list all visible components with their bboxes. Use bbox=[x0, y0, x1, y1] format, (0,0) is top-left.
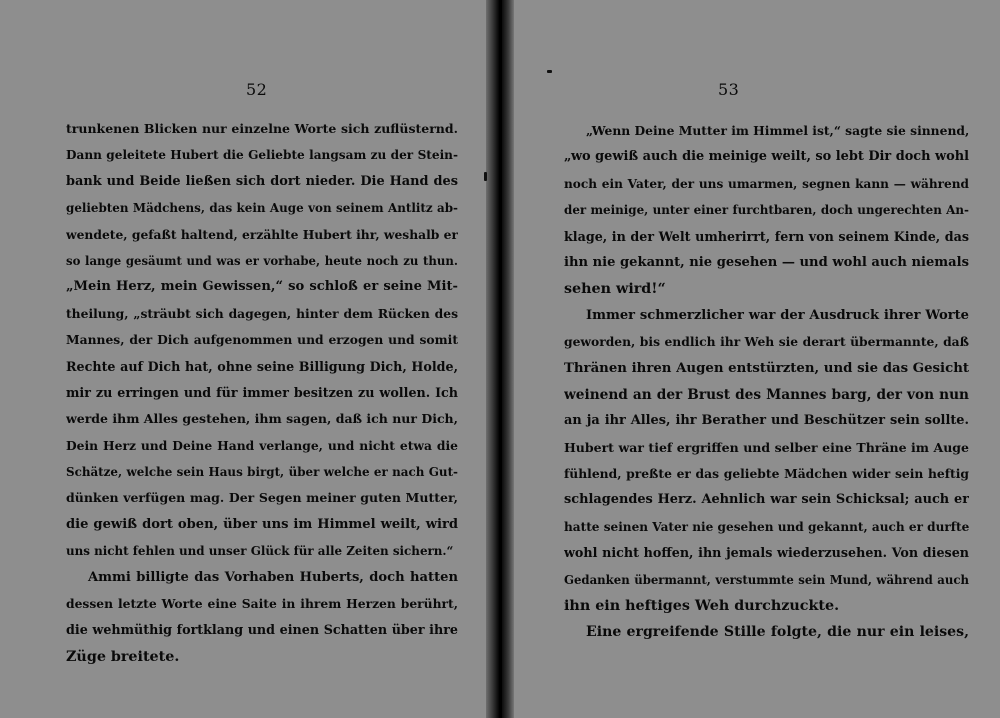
text-line: wendete, gefaßt haltend, erzählte Hubert ihr, weshalb er bbox=[66, 226, 458, 242]
text-line: an ja ihr Alles, ihr Berather und Beschützer sein sollte. bbox=[564, 413, 969, 429]
text-line: klage, in der Welt umherirrt, fern von seinem Kinde, das bbox=[564, 228, 969, 244]
text-line: Thränen ihren Augen entstürzten, und sie das Gesicht bbox=[564, 360, 969, 376]
text-line: Eine ergreifende Stille folgte, die nur ein leises, bbox=[586, 624, 969, 641]
text-line: „Wenn Deine Mutter im Himmel ist,“ sagte sie sinnend, bbox=[586, 123, 969, 138]
right-page-number: 53 bbox=[718, 80, 740, 99]
text-line: hatte seinen Vater nie gesehen und gekannt, auch er durfte bbox=[564, 519, 969, 534]
text-line: ihn nie gekannt, nie gesehen — und wohl auch niemals bbox=[564, 254, 969, 270]
text-line: Gedanken übermannt, verstummte sein Mund, während auch bbox=[564, 572, 969, 587]
text-line: Schätze, welche sein Haus birgt, über welche er nach Gut- bbox=[66, 465, 458, 480]
right-page-text bbox=[564, 118, 969, 646]
text-line: ihn ein heftiges Weh durchzuckte. bbox=[564, 598, 840, 615]
text-line: sehen wird!“ bbox=[564, 281, 666, 298]
text-line: Dein Herz und Deine Hand verlange, und nicht etwa die bbox=[66, 437, 458, 453]
text-line: schlagendes Herz. Aehnlich war sein Schicksal; auch er bbox=[564, 492, 969, 508]
text-line: geworden, bis endlich ihr Weh sie derart übermannte, daß bbox=[564, 334, 969, 350]
text-line: wohl nicht hoffen, ihn jemals wiederzusehen. Von diesen bbox=[564, 545, 969, 561]
text-line: „Mein Herz, mein Gewissen,“ so schloß er seine Mit- bbox=[66, 279, 458, 295]
text-line: geliebten Mädchens, das kein Auge von seinem Antlitz ab- bbox=[66, 201, 458, 216]
gutter-shadow bbox=[499, 0, 502, 718]
text-line: uns nicht fehlen und unser Glück für alle Zeiten sichern.“ bbox=[66, 544, 454, 559]
text-line: werde ihm Alles gestehen, ihm sagen, daß ich nur Dich, bbox=[66, 411, 458, 427]
text-line: Ammi billigte das Vorhaben Huberts, doch hatten bbox=[88, 569, 458, 585]
text-line: trunkenen Blicken nur einzelne Worte sich zuflüsternd. bbox=[66, 121, 458, 136]
text-line: die gewiß dort oben, über uns im Himmel weilt, wird bbox=[66, 516, 458, 532]
text-line: bank und Beide ließen sich dort nieder. Die Hand des bbox=[66, 173, 458, 189]
text-line: mir zu erringen und für immer besitzen zu wollen. Ich bbox=[66, 384, 458, 400]
right-page bbox=[514, 0, 1000, 718]
text-line: dünken verfügen mag. Der Segen meiner guten Mutter, bbox=[66, 490, 458, 506]
text-line: „wo gewiß auch die meinige weilt, so lebt Dir doch wohl bbox=[564, 149, 969, 165]
text-line: weinend an der Brust des Mannes barg, der von nun bbox=[564, 386, 969, 403]
left-page-number: 52 bbox=[246, 80, 268, 99]
text-line: Immer schmerzlicher war der Ausdruck ihrer Worte bbox=[586, 307, 969, 323]
print-speck bbox=[484, 172, 487, 181]
text-line: theilung, „sträubt sich dagegen, hinter dem Rücken des bbox=[66, 305, 458, 321]
text-line: Dann geleitete Hubert die Geliebte langsam zu der Stein- bbox=[66, 148, 458, 163]
text-line: noch ein Vater, der uns umarmen, segnen kann — während bbox=[564, 176, 969, 191]
text-line: Hubert war tief ergriffen und selber eine Thräne im Auge bbox=[564, 439, 969, 455]
text-line: Züge breitete. bbox=[66, 648, 180, 665]
text-line: so lange gesäumt und was er vorhabe, heute noch zu thun. bbox=[66, 253, 458, 268]
left-page-text bbox=[66, 116, 458, 670]
text-line: der meinige, unter einer furchtbaren, doch ungerechten An- bbox=[564, 203, 969, 218]
text-line: die wehmüthig fortklang und einen Schatten über ihre bbox=[66, 622, 458, 638]
text-line: Mannes, der Dich aufgenommen und erzogen und somit bbox=[66, 332, 458, 348]
text-line: Rechte auf Dich hat, ohne seine Billigung Dich, Holde, bbox=[66, 358, 458, 374]
text-line: dessen letzte Worte eine Saite in ihrem Herzen berührt, bbox=[66, 596, 458, 612]
left-page bbox=[0, 0, 486, 718]
text-line: fühlend, preßte er das geliebte Mädchen wider sein heftig bbox=[564, 466, 969, 482]
print-speck bbox=[547, 70, 552, 73]
